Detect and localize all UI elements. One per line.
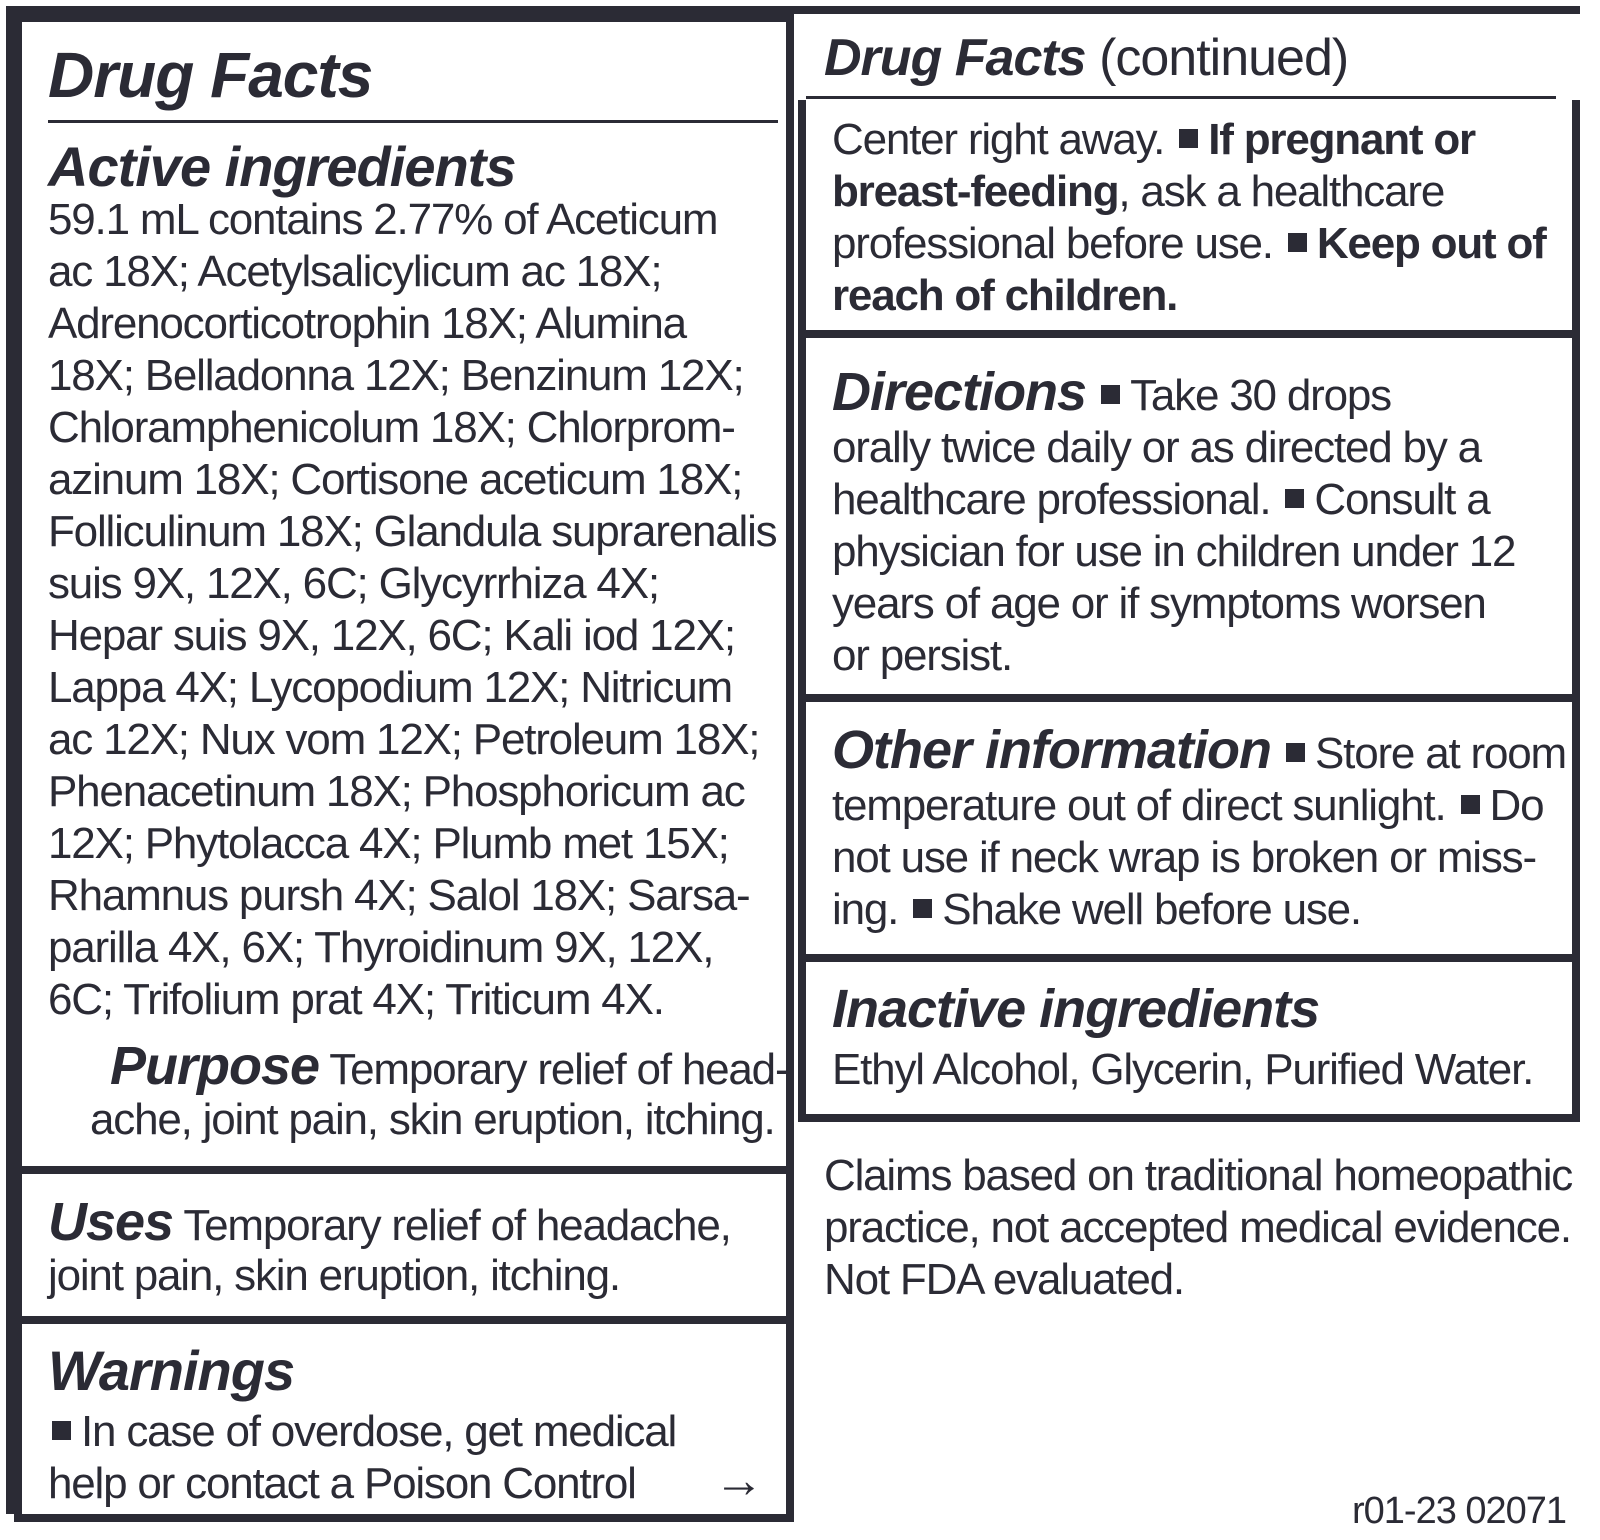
other-line2b: Do: [1489, 781, 1544, 830]
directions-line2: orally twice daily or as directed by a: [832, 423, 1481, 472]
claims-line2: practice, not accepted medical evidence.: [824, 1203, 1571, 1252]
bullet-square-icon: [1179, 129, 1198, 148]
active-ingredients-line: Phenacetinum 18X; Phosphoricum ac: [48, 767, 745, 816]
version-code: r01-23 02071: [1352, 1490, 1567, 1532]
other-line4b: Shake well before use.: [942, 885, 1361, 934]
claims-line3: Not FDA evaluated.: [824, 1255, 1184, 1304]
other-information-heading: Other information: [832, 720, 1271, 780]
uses-heading: Uses: [48, 1192, 174, 1252]
directions-line3a: healthcare professional.: [832, 475, 1271, 524]
active-ingredients-line: azinum 18X; Cortisone aceticum 18X;: [48, 455, 743, 504]
directions-heading: Directions: [832, 362, 1087, 422]
continued-rule: [806, 96, 1556, 99]
cont-line3a: professional before use.: [832, 219, 1273, 268]
active-ingredients-line: Rhamnus pursh 4X; Salol 18X; Sarsa-: [48, 871, 750, 920]
claims-text: [824, 1150, 1584, 1306]
active-ingredients-line: suis 9X, 12X, 6C; Glycyrrhiza 4X;: [48, 559, 659, 608]
bullet-square-icon: [1461, 795, 1480, 814]
purpose-heading: Purpose: [110, 1036, 320, 1096]
bullet-square-icon: [1101, 385, 1120, 404]
cont-line3b: Keep out of: [1316, 219, 1546, 268]
active-ingredients-line: 12X; Phytolacca 4X; Plumb met 15X;: [48, 819, 729, 868]
active-ingredients-heading: Active ingredients: [48, 135, 516, 198]
drug-facts-title: Drug Facts: [48, 39, 373, 111]
cont-line1b: If pregnant or: [1208, 115, 1475, 164]
directions-line3b: Consult a: [1314, 475, 1490, 524]
active-ingredients-line: 59.1 mL contains 2.77% of Aceticum: [48, 195, 718, 244]
directions-line1: Take 30 drops: [1130, 371, 1391, 420]
active-ingredients-line: Adrenocorticotrophin 18X; Alumina: [48, 299, 686, 348]
cont-line2a: breast-feeding: [832, 167, 1119, 216]
bullet-square-icon: [1285, 489, 1304, 508]
title-rule: [48, 120, 778, 123]
inactive-ingredients-list: Ethyl Alcohol, Glycerin, Purified Water.: [832, 1045, 1534, 1094]
bullet-square-icon: [1288, 233, 1307, 252]
purpose-line1: Temporary relief of head-: [329, 1045, 789, 1094]
cont-line2b: , ask a healthcare: [1118, 167, 1445, 216]
other-line4a: ing.: [832, 885, 899, 934]
active-ingredients-line: Lappa 4X; Lycopodium 12X; Nitricum: [48, 663, 732, 712]
continued-title-row: [824, 28, 1348, 88]
purpose-line2: ache, joint pain, skin eruption, itching.: [90, 1095, 775, 1144]
cont-line1a: Center right away.: [832, 115, 1165, 164]
active-ingredients-line: Folliculinum 18X; Glandula suprarenalis: [48, 507, 777, 556]
active-ingredients-line: Chloramphenicolum 18X; Chlorprom-: [48, 403, 735, 452]
active-ingredients-line: 18X; Belladonna 12X; Benzinum 12X;: [48, 351, 744, 400]
directions-line4: physician for use in children under 12: [832, 527, 1516, 576]
continued-box: [798, 100, 1580, 338]
cont-line4: reach of children.: [832, 271, 1178, 320]
warnings-line1: In case of overdose, get medical: [81, 1407, 677, 1456]
bullet-square-icon: [1286, 743, 1305, 762]
claims-line1: Claims based on traditional homeopathic: [824, 1151, 1573, 1200]
uses-line2: joint pain, skin eruption, itching.: [48, 1251, 620, 1300]
inactive-ingredients-box: [798, 954, 1580, 1122]
uses-line1: Temporary relief of headache,: [183, 1201, 731, 1250]
active-ingredients-line: ac 18X; Acetylsalicylicum ac 18X;: [48, 247, 662, 296]
warnings-line1-row: [48, 1406, 676, 1458]
drug-facts-main-box: [14, 14, 794, 1174]
inactive-ingredients-heading: Inactive ingredients: [832, 979, 1320, 1039]
other-line3: not use if neck wrap is broken or miss-: [832, 833, 1536, 882]
active-ingredients-line: Hepar suis 9X, 12X, 6C; Kali iod 12X;: [48, 611, 735, 660]
warnings-heading: Warnings: [48, 1339, 295, 1402]
warnings-box: [14, 1316, 794, 1522]
continued-title: Drug Facts: [824, 29, 1086, 87]
uses-box: [14, 1166, 794, 1324]
directions-text: [832, 362, 1572, 682]
active-ingredients-line: parilla 4X, 6X; Thyroidinum 9X, 12X,: [48, 923, 714, 972]
other-line1: Store at room: [1315, 729, 1566, 778]
purpose-section: [110, 1036, 810, 1096]
active-ingredients-line: ac 12X; Nux vom 12X; Petroleum 18X;: [48, 715, 760, 764]
uses-line1-row: [48, 1192, 788, 1252]
directions-line5: years of age or if symptoms worsen: [832, 579, 1486, 628]
warnings-line2: help or contact a Poison Control: [48, 1459, 636, 1508]
continued-suffix: (continued): [1099, 29, 1349, 87]
other-information-box: [798, 694, 1580, 962]
directions-box: [798, 330, 1580, 702]
bullet-square-icon: [913, 899, 932, 918]
continued-text: [832, 114, 1572, 322]
directions-line6: or persist.: [832, 631, 1012, 680]
active-ingredients-list: [48, 194, 788, 1026]
active-ingredients-line: 6C; Trifolium prat 4X; Triticum 4X.: [48, 975, 664, 1024]
other-information-text: [832, 720, 1582, 936]
other-line2a: temperature out of direct sunlight.: [832, 781, 1446, 830]
bullet-square-icon: [52, 1421, 71, 1440]
continued-arrow-icon: →: [714, 1452, 764, 1508]
